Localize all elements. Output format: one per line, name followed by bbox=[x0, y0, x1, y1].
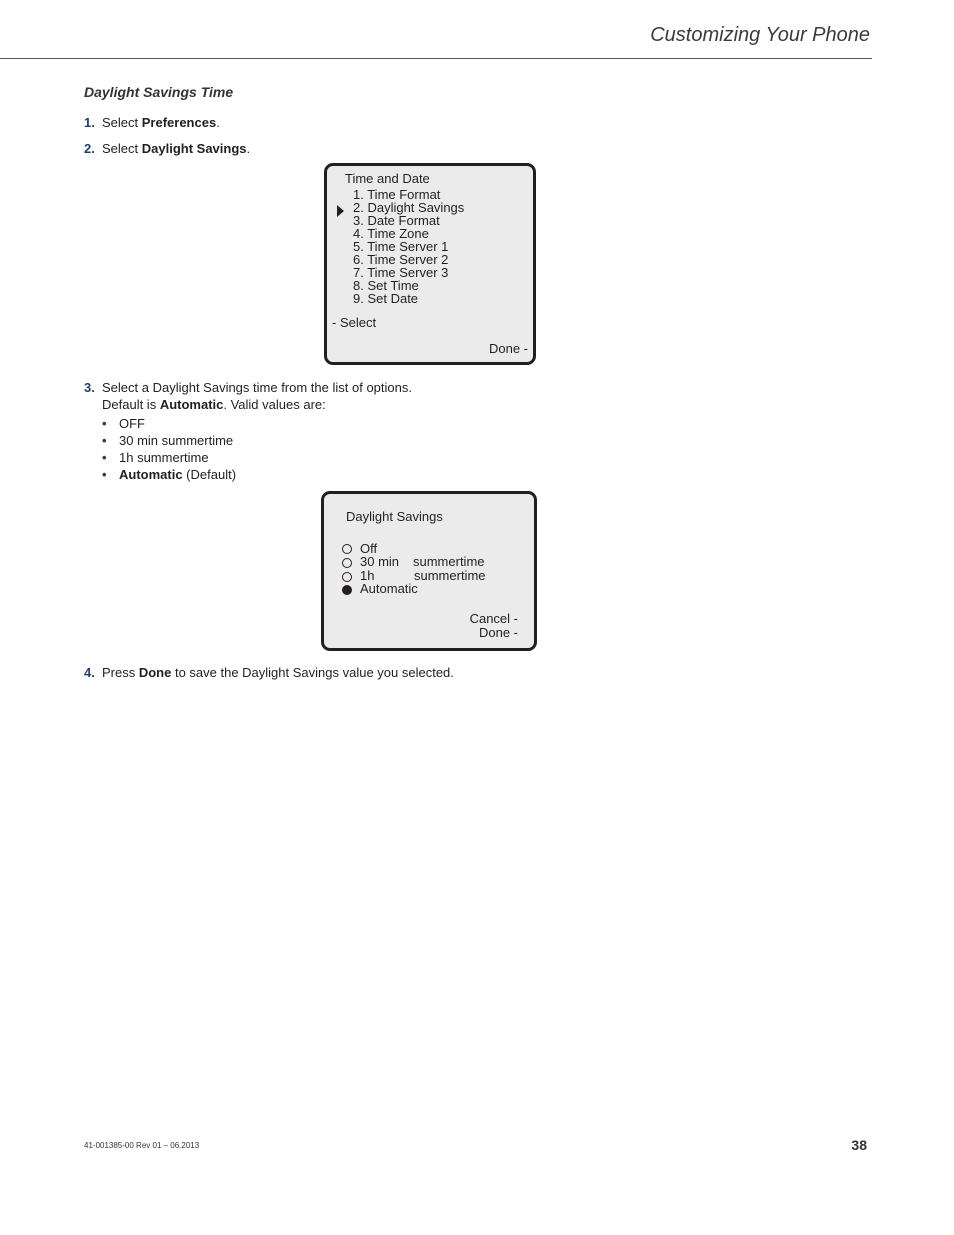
bullet-icon: • bbox=[102, 416, 107, 431]
list-item: • 1h summertime bbox=[102, 450, 209, 465]
section-heading: Daylight Savings Time bbox=[84, 84, 234, 100]
bullet-icon: • bbox=[102, 450, 107, 465]
valid-values-list bbox=[102, 415, 236, 483]
radio-off-icon[interactable] bbox=[342, 544, 352, 554]
page-header-title: Customizing Your Phone bbox=[650, 24, 870, 46]
list-item: • 30 min summertime bbox=[102, 433, 234, 448]
option-1h-label[interactable]: 1h bbox=[360, 568, 375, 583]
option-automatic-label[interactable]: Automatic bbox=[360, 581, 418, 596]
step-number: 3. bbox=[84, 380, 95, 395]
step-number: 4. bbox=[84, 665, 95, 680]
menu-item-time-server-2[interactable]: 6. Time Server 2 bbox=[353, 252, 449, 267]
cancel-softkey[interactable]: Cancel - bbox=[469, 611, 518, 626]
step-1: 1. Select Preferences. bbox=[84, 115, 220, 130]
menu-item-time-server-1[interactable]: 5. Time Server 1 bbox=[353, 239, 449, 254]
menu-item-time-format[interactable]: 1. Time Format bbox=[353, 187, 441, 202]
document-id: 41-001385-00 Rev 01 – 06.2013 bbox=[84, 1141, 200, 1150]
radio-1h-icon[interactable] bbox=[342, 572, 352, 582]
radio-30min-icon[interactable] bbox=[342, 558, 352, 568]
select-softkey[interactable]: - Select bbox=[332, 315, 377, 330]
menu-item-set-time[interactable]: 8. Set Time bbox=[353, 278, 419, 293]
menu-item-daylight-savings[interactable]: 2. Daylight Savings bbox=[353, 200, 465, 215]
phone-screen-time-and-date bbox=[324, 163, 536, 365]
header-divider bbox=[0, 58, 872, 59]
step-number: 2. bbox=[84, 141, 95, 156]
radio-automatic-icon[interactable] bbox=[342, 585, 352, 595]
step-3: 3. Select a Daylight Savings time from the list of options. Default is Automatic. Valid values are: bbox=[84, 380, 412, 412]
option-off-label[interactable]: Off bbox=[360, 541, 378, 556]
page-number: 38 bbox=[851, 1137, 867, 1153]
list-item: • OFF bbox=[102, 416, 145, 431]
done-softkey[interactable]: Done - bbox=[478, 625, 518, 640]
screen-title: Daylight Savings bbox=[346, 509, 443, 524]
option-30min-suffix: summertime bbox=[413, 554, 485, 569]
menu-item-set-date[interactable]: 9. Set Date bbox=[353, 291, 419, 306]
bullet-icon: • bbox=[102, 433, 107, 448]
step-number: 1. bbox=[84, 115, 95, 130]
step-4: 4. Press Done to save the Daylight Savings value you selected. bbox=[84, 665, 454, 680]
selection-arrow-icon bbox=[337, 205, 344, 217]
phone-screen-daylight-savings bbox=[321, 491, 537, 651]
menu-item-time-server-3[interactable]: 7. Time Server 3 bbox=[353, 265, 449, 280]
menu-item-date-format[interactable]: 3. Date Format bbox=[353, 213, 440, 228]
list-item: • Automatic (Default) bbox=[102, 467, 237, 482]
screen-title: Time and Date bbox=[345, 171, 430, 186]
step-2: 2. Select Daylight Savings. bbox=[84, 141, 251, 156]
menu-item-time-zone[interactable]: 4. Time Zone bbox=[353, 226, 429, 241]
option-30min-label[interactable]: 30 min bbox=[360, 554, 400, 569]
option-1h-suffix: summertime bbox=[414, 568, 486, 583]
done-softkey[interactable]: Done - bbox=[488, 341, 528, 356]
bullet-icon: • bbox=[102, 467, 107, 482]
